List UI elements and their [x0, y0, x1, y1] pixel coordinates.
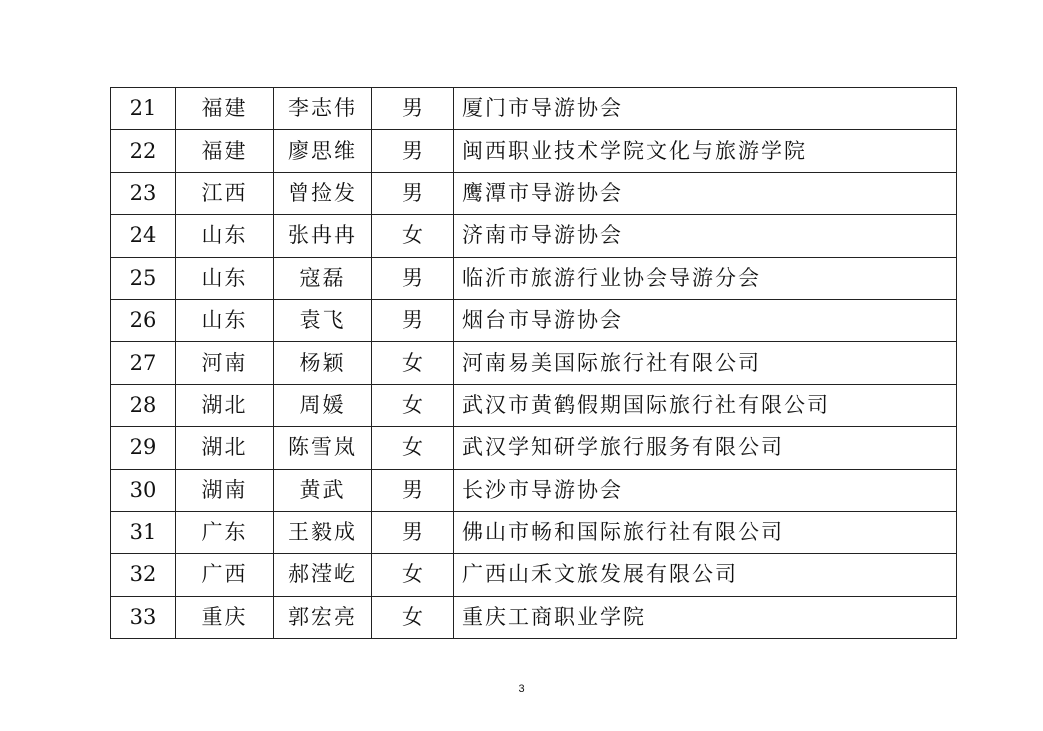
organization-cell: 佛山市畅和国际旅行社有限公司: [454, 511, 957, 553]
organization-cell: 闽西职业技术学院文化与旅游学院: [454, 130, 957, 172]
name-cell: 曾捡发: [274, 172, 372, 214]
name-cell: 寇磊: [274, 257, 372, 299]
table-row: [111, 130, 957, 172]
name-cell: 李志伟: [274, 88, 372, 130]
name-cell: 黄武: [274, 469, 372, 511]
row-number-cell: 25: [111, 257, 176, 299]
organization-cell: 鹰潭市导游协会: [454, 172, 957, 214]
gender-cell: 男: [372, 88, 454, 130]
row-number-cell: 28: [111, 384, 176, 426]
name-cell: 郝滢屹: [274, 554, 372, 596]
province-cell: 江西: [176, 172, 274, 214]
name-cell: 廖思维: [274, 130, 372, 172]
organization-cell: 河南易美国际旅行社有限公司: [454, 342, 957, 384]
province-cell: 湖北: [176, 427, 274, 469]
organization-cell: 重庆工商职业学院: [454, 596, 957, 638]
row-number-cell: 23: [111, 172, 176, 214]
table-row: [111, 215, 957, 257]
name-cell: 郭宏亮: [274, 596, 372, 638]
name-cell: 杨颖: [274, 342, 372, 384]
table-row: [111, 257, 957, 299]
province-cell: 广西: [176, 554, 274, 596]
organization-cell: 厦门市导游协会: [454, 88, 957, 130]
gender-cell: 男: [372, 130, 454, 172]
row-number-cell: 30: [111, 469, 176, 511]
row-number-cell: 32: [111, 554, 176, 596]
row-number-cell: 24: [111, 215, 176, 257]
organization-cell: 武汉市黄鹤假期国际旅行社有限公司: [454, 384, 957, 426]
gender-cell: 女: [372, 427, 454, 469]
row-number-cell: 33: [111, 596, 176, 638]
table-row: [111, 299, 957, 341]
row-number-cell: 22: [111, 130, 176, 172]
province-cell: 重庆: [176, 596, 274, 638]
province-cell: 河南: [176, 342, 274, 384]
page-number: 3: [518, 683, 525, 695]
gender-cell: 男: [372, 172, 454, 214]
gender-cell: 女: [372, 384, 454, 426]
province-cell: 湖南: [176, 469, 274, 511]
gender-cell: 男: [372, 511, 454, 553]
organization-cell: 广西山禾文旅发展有限公司: [454, 554, 957, 596]
organization-cell: 烟台市导游协会: [454, 299, 957, 341]
organization-cell: 武汉学知研学旅行服务有限公司: [454, 427, 957, 469]
gender-cell: 女: [372, 342, 454, 384]
province-cell: 湖北: [176, 384, 274, 426]
gender-cell: 男: [372, 469, 454, 511]
gender-cell: 男: [372, 257, 454, 299]
gender-cell: 男: [372, 299, 454, 341]
name-cell: 王毅成: [274, 511, 372, 553]
gender-cell: 女: [372, 215, 454, 257]
province-cell: 山东: [176, 299, 274, 341]
organization-cell: 临沂市旅游行业协会导游分会: [454, 257, 957, 299]
name-cell: 袁飞: [274, 299, 372, 341]
table-row: [111, 554, 957, 596]
table-row: [111, 427, 957, 469]
row-number-cell: 26: [111, 299, 176, 341]
province-cell: 福建: [176, 88, 274, 130]
row-number-cell: 27: [111, 342, 176, 384]
organization-cell: 长沙市导游协会: [454, 469, 957, 511]
province-cell: 福建: [176, 130, 274, 172]
table-row: [111, 469, 957, 511]
row-number-cell: 29: [111, 427, 176, 469]
table-row: [111, 384, 957, 426]
table-row: [111, 342, 957, 384]
province-cell: 山东: [176, 215, 274, 257]
roster-table: [110, 87, 957, 639]
name-cell: 周媛: [274, 384, 372, 426]
row-number-cell: 31: [111, 511, 176, 553]
table-row: [111, 172, 957, 214]
organization-cell: 济南市导游协会: [454, 215, 957, 257]
name-cell: 张冉冉: [274, 215, 372, 257]
table-row: [111, 596, 957, 638]
roster-table-body: [111, 88, 957, 639]
row-number-cell: 21: [111, 88, 176, 130]
name-cell: 陈雪岚: [274, 427, 372, 469]
gender-cell: 女: [372, 596, 454, 638]
table-row: [111, 511, 957, 553]
province-cell: 山东: [176, 257, 274, 299]
gender-cell: 女: [372, 554, 454, 596]
table-row: [111, 88, 957, 130]
province-cell: 广东: [176, 511, 274, 553]
